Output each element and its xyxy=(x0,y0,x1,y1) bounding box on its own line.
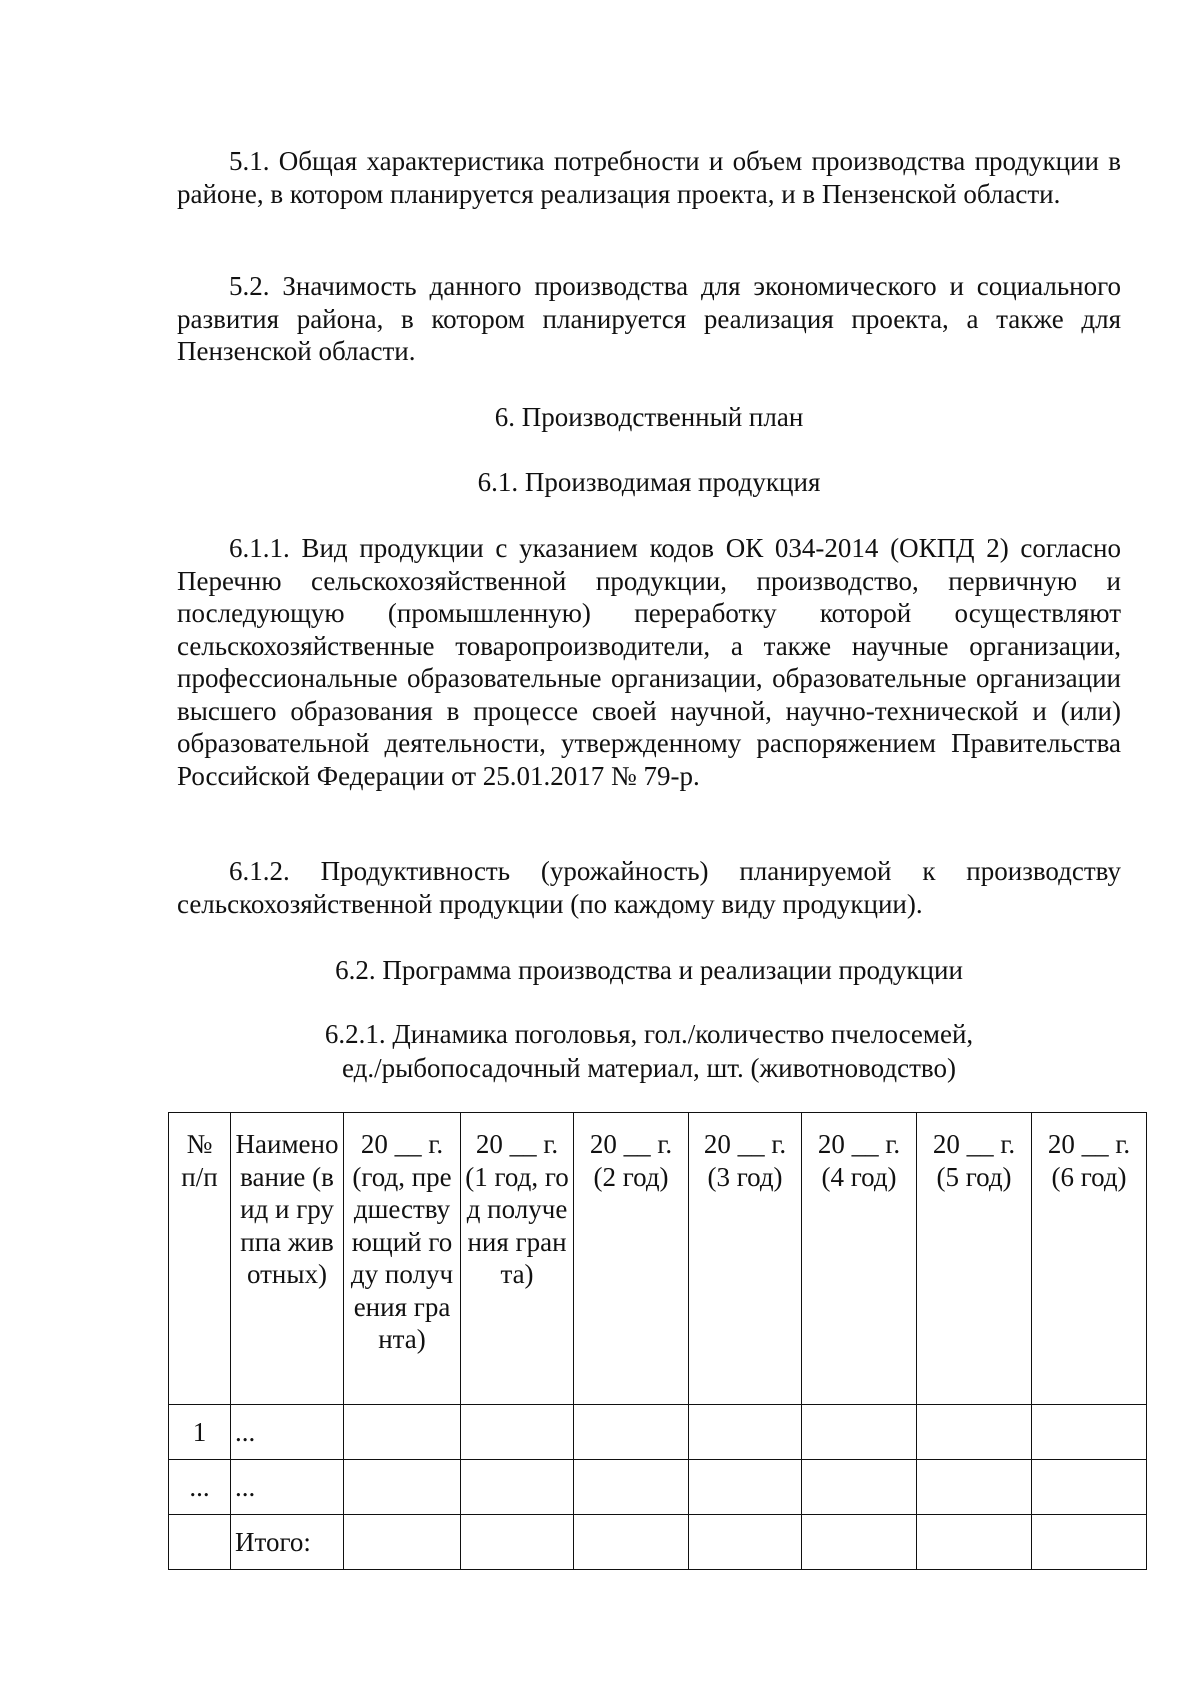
header-cell-year-5: 20 __ г. (5 год) xyxy=(917,1113,1032,1405)
value-cell xyxy=(344,1405,461,1460)
value-cell xyxy=(802,1460,917,1515)
table-header-row xyxy=(169,1113,1147,1405)
header-cell-year-6: 20 __ г. (6 год) xyxy=(1032,1113,1147,1405)
value-cell xyxy=(917,1515,1032,1570)
row-number-cell: 1 xyxy=(169,1405,231,1460)
row-name-cell: ... xyxy=(231,1460,344,1515)
header-cell-year-prev: 20 __ г. (год, предшествующий году получения гранта) xyxy=(344,1113,461,1405)
row-number-cell: ... xyxy=(169,1460,231,1515)
header-cell-name: Наименование (вид и группа животных) xyxy=(231,1113,344,1405)
livestock-dynamics-table xyxy=(168,1112,1147,1570)
value-cell xyxy=(1032,1405,1147,1460)
value-cell xyxy=(689,1460,802,1515)
value-cell xyxy=(1032,1515,1147,1570)
header-cell-year-4: 20 __ г. (4 год) xyxy=(802,1113,917,1405)
table-caption-line-1: 6.2.1. Динамика поголовья, гол./количество пчелосемей, xyxy=(324,1019,974,1049)
paragraph-6-1-1: 6.1.1. Вид продукции с указанием кодов ОК 034-2014 (ОКПД 2) согласно Перечню сельскохозяйственной продукции, производство, первичную и последующую (промышленную) переработку которой осуществляют сельскохозяйственные товаропроизводители, а также научные организации, профессиональные образовательные организации, образовательные организации высшего образования в процессе своей научной, научно-технической и (или) образовательной деятельности, утвержденному распоряжением Правительства Российской Федерации от 25.01.2017 № 79-р. xyxy=(177,533,1121,791)
paragraph-6-1-2: 6.1.2. Продуктивность (урожайность) планируемой к производству сельскохозяйственной продукции (по каждому виду продукции). xyxy=(177,856,1121,919)
paragraph-5-1: 5.1. Общая характеристика потребности и объем производства продукции в районе, в котором планируется реализация проекта, и в Пензенской области. xyxy=(177,146,1121,209)
value-cell xyxy=(461,1405,574,1460)
header-cell-year-3: 20 __ г. (3 год) xyxy=(689,1113,802,1405)
table-row xyxy=(169,1460,1147,1515)
value-cell xyxy=(689,1405,802,1460)
value-cell xyxy=(461,1515,574,1570)
table-caption-line-2: ед./рыбопосадочный материал, шт. (животноводство) xyxy=(342,1053,956,1083)
paragraph-5-2: 5.2. Значимость данного производства для экономического и социального развития района, в котором планируется реализация проекта, а также для Пензенской области. xyxy=(177,271,1121,366)
value-cell xyxy=(917,1405,1032,1460)
header-cell-year-1: 20 __ г. (1 год, год получения гранта) xyxy=(461,1113,574,1405)
value-cell xyxy=(344,1460,461,1515)
table-row xyxy=(169,1405,1147,1460)
value-cell xyxy=(574,1515,689,1570)
value-cell xyxy=(802,1515,917,1570)
section-heading-6-1: 6.1. Производимая продукция xyxy=(477,467,821,497)
row-name-cell: ... xyxy=(231,1405,344,1460)
value-cell xyxy=(917,1460,1032,1515)
header-cell-number: № п/п xyxy=(169,1113,231,1405)
total-label-cell: Итого: xyxy=(231,1515,344,1570)
value-cell xyxy=(574,1405,689,1460)
header-cell-year-2: 20 __ г. (2 год) xyxy=(574,1113,689,1405)
value-cell xyxy=(689,1515,802,1570)
value-cell xyxy=(461,1460,574,1515)
value-cell xyxy=(1032,1460,1147,1515)
section-heading-6-2: 6.2. Программа производства и реализации продукции xyxy=(335,955,963,985)
value-cell xyxy=(574,1460,689,1515)
row-number-cell xyxy=(169,1515,231,1570)
value-cell xyxy=(802,1405,917,1460)
table-total-row xyxy=(169,1515,1147,1570)
section-heading-6: 6. Производственный план xyxy=(494,402,804,432)
value-cell xyxy=(344,1515,461,1570)
